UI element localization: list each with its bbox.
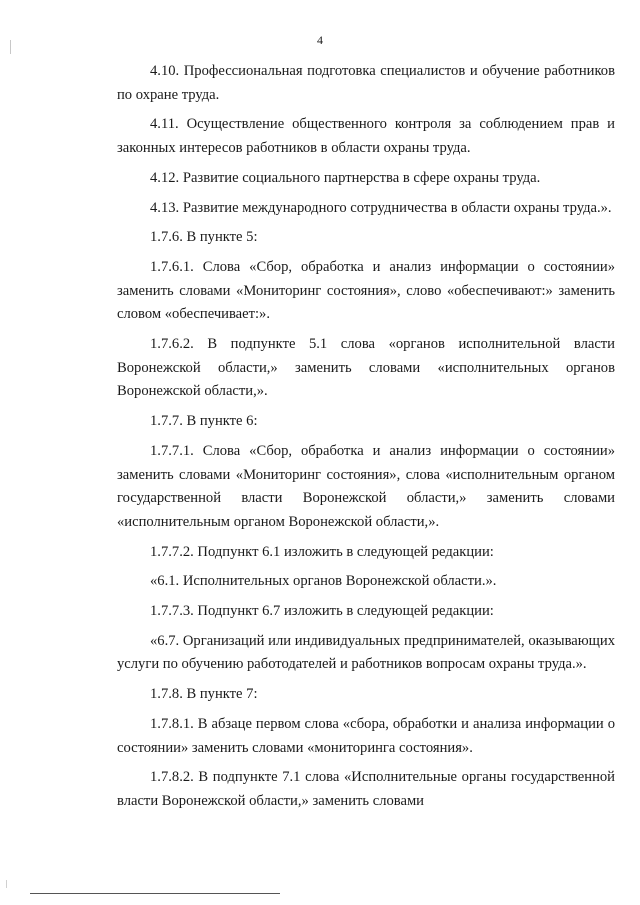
paragraph-1-7-7-2: 1.7.7.2. Подпункт 6.1 изложить в следующей редакции: xyxy=(150,543,494,560)
scan-margin-mark xyxy=(6,880,7,888)
paragraph-4-12: 4.12. Развитие социального партнерства в сфере охраны труда. xyxy=(150,169,541,186)
document-body xyxy=(117,60,615,820)
paragraph-1-7-6-2: 1.7.6.2. В подпункте 5.1 слова «органов исполнительной власти Воронежской области,» заменить словами «исполнительных органов Воронежской области,». xyxy=(117,336,615,400)
paragraph-quote-6-7: «6.7. Организаций или индивидуальных предпринимателей, оказывающих услуги по обучению работодателей и работников вопросам охраны труда.». xyxy=(117,632,615,673)
page-number: 4 xyxy=(317,33,323,47)
paragraph-1-7-7-3: 1.7.7.3. Подпункт 6.7 изложить в следующей редакции: xyxy=(150,603,494,620)
paragraph-1-7-8: 1.7.8. В пункте 7: xyxy=(150,686,258,703)
paragraph-1-7-6-1: 1.7.6.1. Слова «Сбор, обработка и анализ информации о состоянии» заменить словами «Мониторинг состояния», слово «обеспечивают:» заменить словом «обеспечивает:». xyxy=(117,258,615,323)
paragraph-4-10: 4.10. Профессиональная подготовка специалистов и обучение работников по охране труда. xyxy=(117,63,615,103)
paragraph-1-7-7-1: 1.7.7.1. Слова «Сбор, обработка и анализ информации о состоянии» заменить словами «Мониторинг состояния», слова «исполнительным органом государственной власти Воронежской области,» заменить словами «исполнительным органом Воронежской области,». xyxy=(117,442,615,530)
paragraph-quote-6-1: «6.1. Исполнительных органов Воронежской области.». xyxy=(150,573,497,590)
paragraph-4-13: 4.13. Развитие международного сотрудничества в области охраны труда.». xyxy=(150,199,612,216)
paragraph-1-7-7: 1.7.7. В пункте 6: xyxy=(150,413,258,430)
bottom-rule xyxy=(30,893,280,894)
paragraph-1-7-6: 1.7.6. В пункте 5: xyxy=(150,229,258,246)
paragraph-1-7-8-1: 1.7.8.1. В абзаце первом слова «сбора, обработки и анализа информации о состоянии» заменить словами «мониторинга состояния». xyxy=(117,715,615,756)
paragraph-1-7-8-2: 1.7.8.2. В подпункте 7.1 слова «Исполнительные органы государственной власти Воронежской области,» заменить словами xyxy=(117,769,615,809)
paragraph-4-11: 4.11. Осуществление общественного контроля за соблюдением прав и законных интересов работников в области охраны труда. xyxy=(117,116,615,157)
